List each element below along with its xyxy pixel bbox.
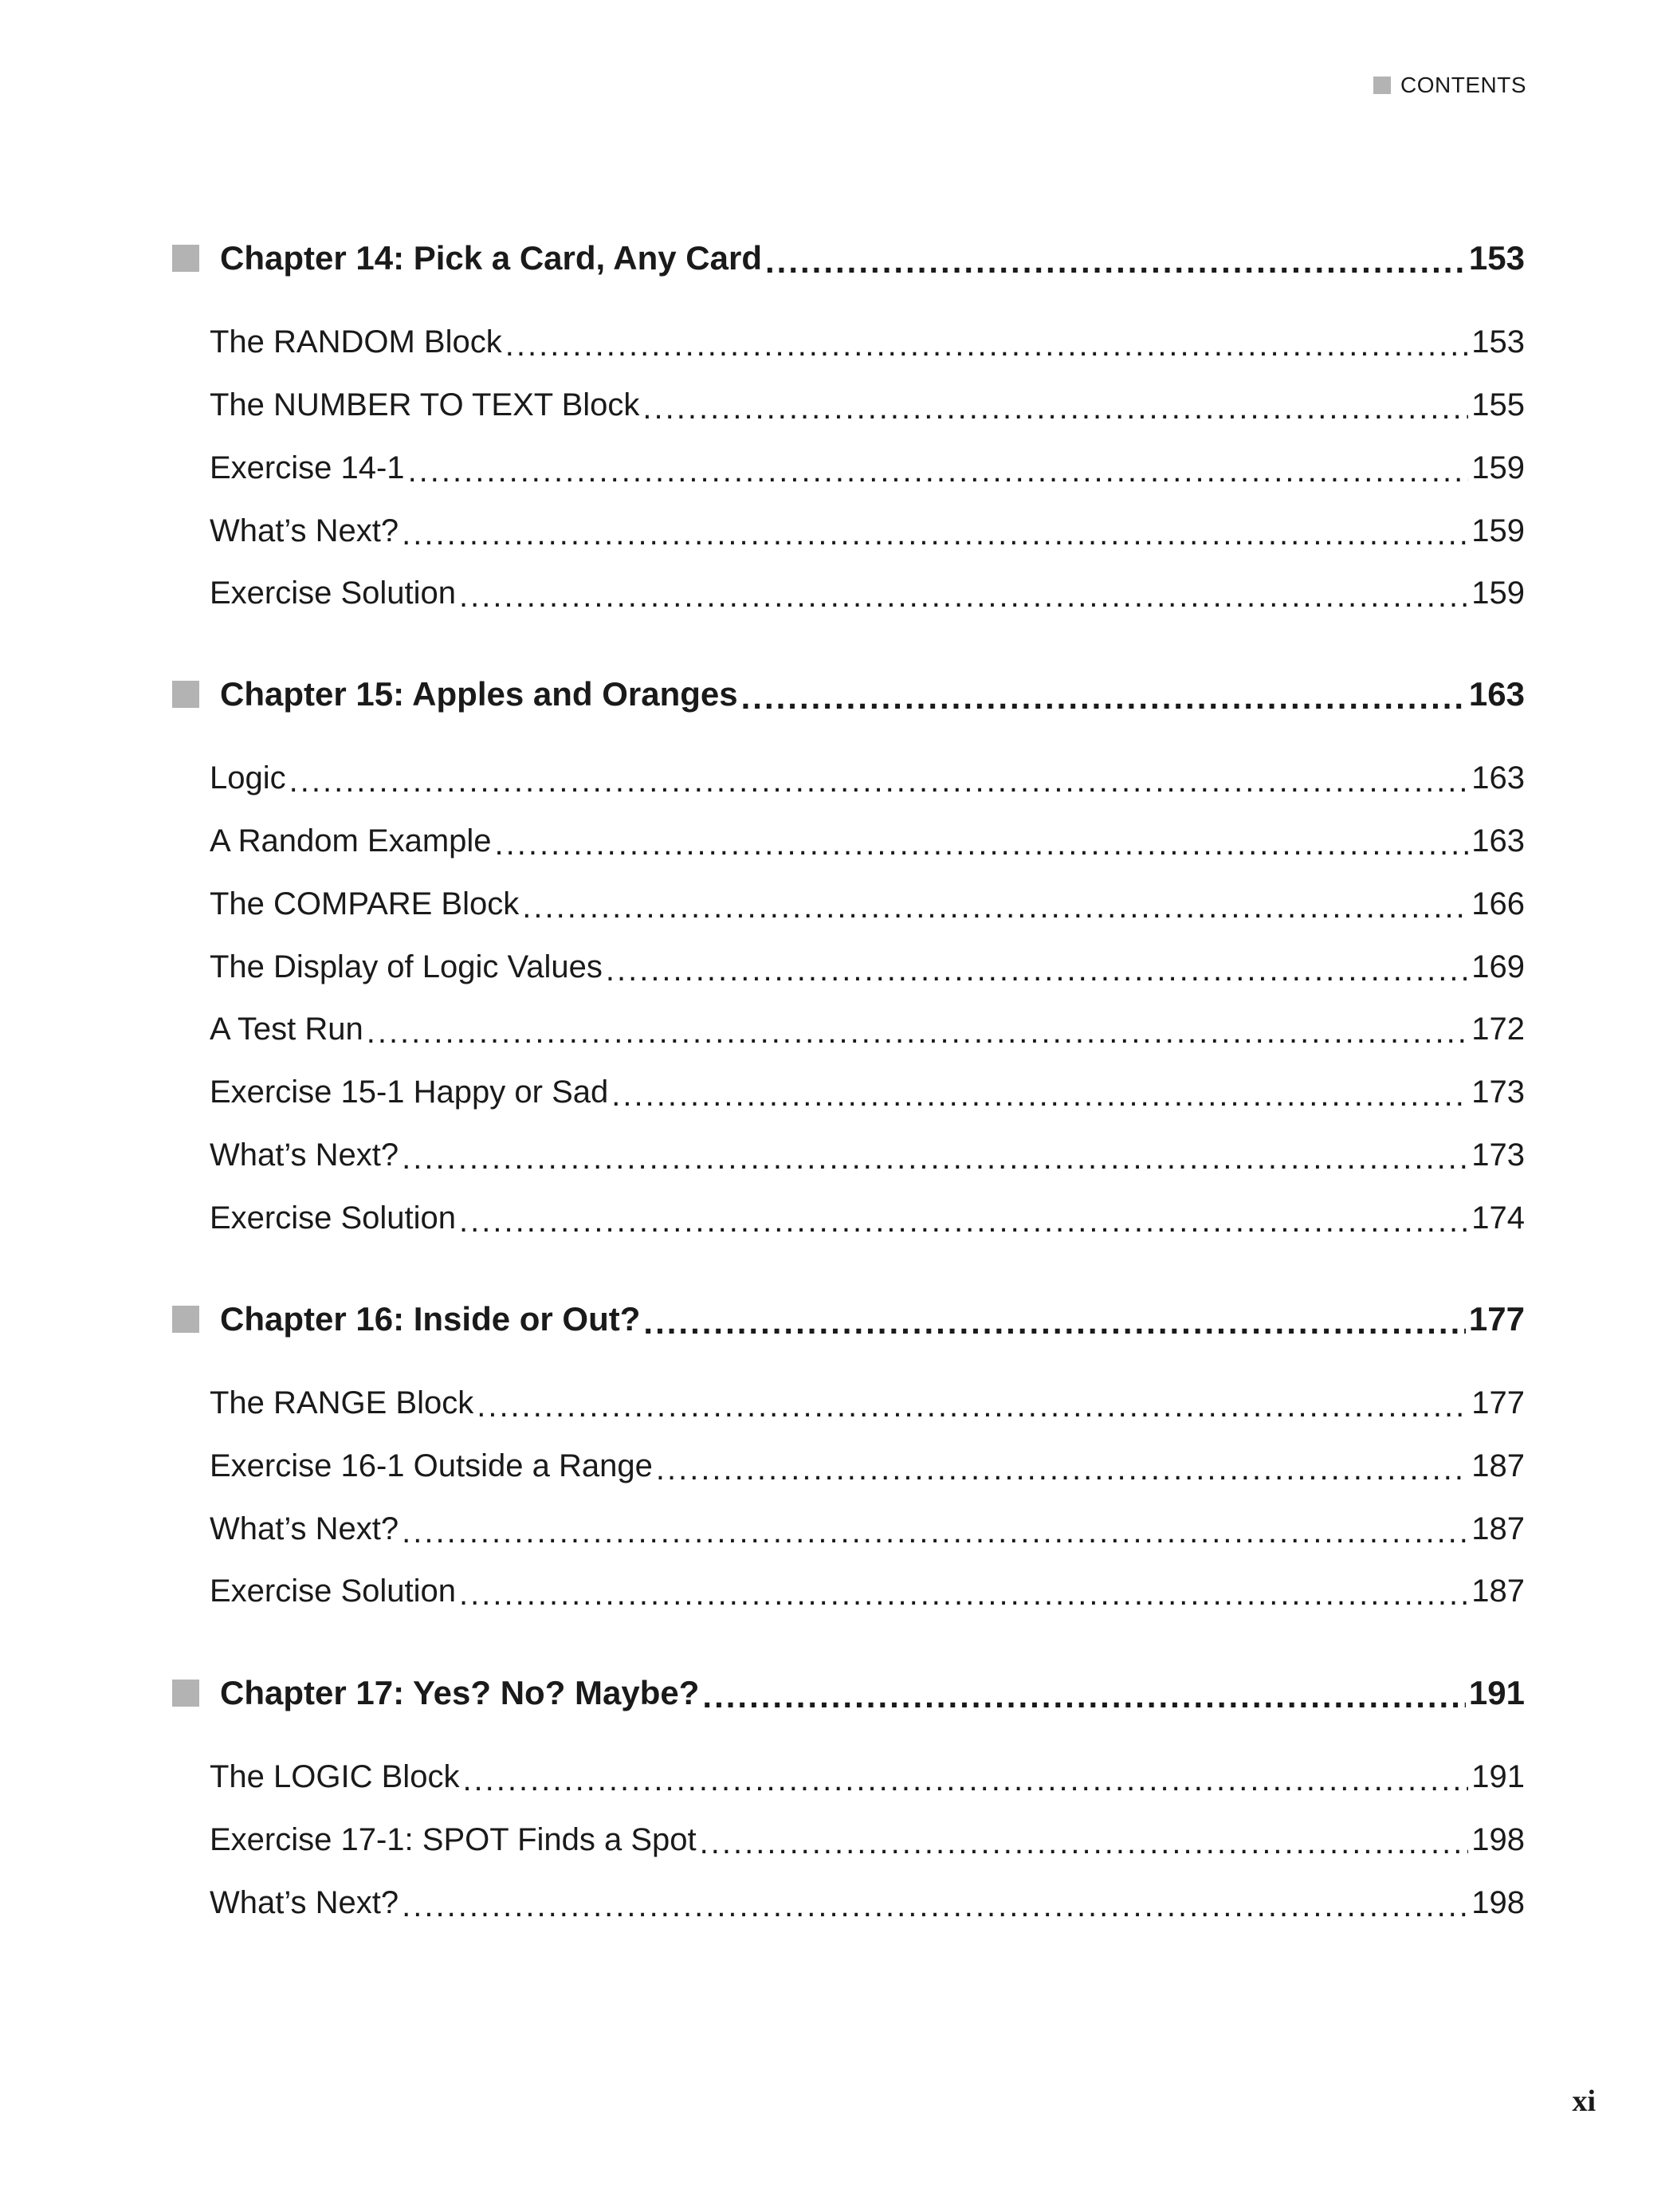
page-number: 173 <box>1471 1137 1525 1173</box>
page-number: 159 <box>1471 450 1525 485</box>
dot-leader <box>656 1452 1468 1487</box>
page-number: 198 <box>1471 1821 1525 1857</box>
entry-title: Logic <box>210 760 286 796</box>
page-number: 173 <box>1471 1074 1525 1110</box>
toc-entry[interactable] <box>210 754 1525 802</box>
entry-title: Exercise Solution <box>210 575 457 611</box>
entry-title: The NUMBER TO TEXT Block <box>210 387 640 422</box>
dot-leader <box>408 454 1469 489</box>
toc-entry[interactable] <box>210 1068 1525 1116</box>
toc-entry[interactable] <box>210 318 1525 366</box>
page-number: 172 <box>1471 1011 1525 1047</box>
toc-entry[interactable] <box>210 1131 1525 1179</box>
dot-leader <box>611 1078 1468 1114</box>
dot-leader <box>477 1389 1468 1424</box>
dot-leader <box>402 1515 1468 1550</box>
page-number: 177 <box>1468 1300 1525 1338</box>
entry-title: What’s Next? <box>210 513 399 548</box>
toc-chapter-heading[interactable] <box>172 1295 1525 1343</box>
toc-entry[interactable] <box>210 1816 1525 1864</box>
dot-leader <box>289 764 1469 800</box>
page-number: 191 <box>1468 1674 1525 1711</box>
toc-entry[interactable] <box>210 1442 1525 1490</box>
toc-entry[interactable] <box>210 444 1525 492</box>
page-number: 198 <box>1471 1884 1525 1920</box>
entry-title: A Test Run <box>210 1011 363 1047</box>
dot-leader <box>459 579 1468 615</box>
entry-title: Exercise 17-1: SPOT Finds a Spot <box>210 1821 697 1857</box>
entry-title: Exercise Solution <box>210 1573 457 1609</box>
toc-chapter-heading[interactable] <box>172 1669 1525 1717</box>
toc-entry[interactable] <box>210 943 1525 991</box>
toc-entry[interactable] <box>210 569 1525 617</box>
page-number: 166 <box>1471 886 1525 921</box>
dot-leader <box>402 1888 1468 1924</box>
toc-entry[interactable] <box>210 880 1525 928</box>
square-bullet-icon <box>172 245 199 272</box>
square-bullet-icon <box>172 1306 199 1333</box>
entry-title: The RANGE Block <box>210 1385 474 1420</box>
page-number: 159 <box>1471 575 1525 611</box>
dot-leader <box>462 1762 1468 1798</box>
square-bullet-icon <box>172 681 199 708</box>
toc-chapter-heading[interactable] <box>172 670 1525 718</box>
page-number: 163 <box>1471 760 1525 796</box>
dot-leader <box>505 328 1469 363</box>
page-number: 163 <box>1471 823 1525 858</box>
entry-title: Exercise Solution <box>210 1200 457 1236</box>
chapter-title: Chapter 15: Apples and Oranges <box>220 675 738 713</box>
dot-leader <box>606 953 1468 988</box>
chapter-title: Chapter 14: Pick a Card, Any Card <box>220 239 762 277</box>
toc-entry[interactable] <box>210 1379 1525 1427</box>
toc-entry[interactable] <box>210 1753 1525 1801</box>
entry-title: Exercise 16-1 Outside a Range <box>210 1448 653 1483</box>
dot-leader <box>702 1677 1466 1715</box>
entry-title: The RANDOM Block <box>210 324 502 359</box>
toc-entry[interactable] <box>210 1005 1525 1053</box>
square-bullet-icon <box>172 1680 199 1707</box>
chapter-title: Chapter 16: Inside or Out? <box>220 1300 641 1338</box>
toc-chapter-heading[interactable] <box>172 234 1525 282</box>
entry-title: What’s Next? <box>210 1137 399 1173</box>
toc-entry[interactable] <box>210 1505 1525 1553</box>
page-number: 169 <box>1471 949 1525 984</box>
dot-leader <box>765 242 1466 281</box>
dot-leader <box>522 890 1468 925</box>
running-head-label: CONTENTS <box>1400 73 1526 97</box>
dot-leader <box>642 391 1468 426</box>
page-number: 155 <box>1471 387 1525 422</box>
dot-leader <box>459 1204 1468 1240</box>
page-number: 163 <box>1468 675 1525 713</box>
page-number: 153 <box>1471 324 1525 359</box>
running-head <box>1373 73 1526 98</box>
chapter-title: Chapter 17: Yes? No? Maybe? <box>220 1674 700 1711</box>
toc-entry[interactable] <box>210 817 1525 865</box>
page-number: 177 <box>1471 1385 1525 1420</box>
toc-entry[interactable] <box>210 1194 1525 1242</box>
dot-leader <box>741 678 1466 717</box>
page-number: 187 <box>1471 1573 1525 1609</box>
square-bullet-icon <box>1373 77 1391 94</box>
toc-entry[interactable] <box>210 1879 1525 1927</box>
dot-leader <box>643 1303 1466 1342</box>
entry-title: A Random Example <box>210 823 492 858</box>
toc-entry[interactable] <box>210 1567 1525 1615</box>
page-number: 159 <box>1471 513 1525 548</box>
entry-title: Exercise 14-1 <box>210 450 405 485</box>
page-number: 187 <box>1471 1448 1525 1483</box>
entry-title: The COMPARE Block <box>210 886 520 921</box>
toc-entry[interactable] <box>210 381 1525 429</box>
entry-title: Exercise 15-1 Happy or Sad <box>210 1074 609 1110</box>
dot-leader <box>402 517 1468 552</box>
page-folio: xi <box>1572 2084 1596 2118</box>
dot-leader <box>402 1141 1468 1177</box>
dot-leader <box>367 1015 1469 1051</box>
dot-leader <box>495 827 1469 862</box>
entry-title: The LOGIC Block <box>210 1758 460 1794</box>
page-number: 191 <box>1471 1758 1525 1794</box>
entry-title: What’s Next? <box>210 1884 399 1920</box>
dot-leader <box>459 1577 1468 1613</box>
page-number: 174 <box>1471 1200 1525 1236</box>
dot-leader <box>700 1825 1469 1861</box>
page-number: 187 <box>1471 1511 1525 1546</box>
entry-title: What’s Next? <box>210 1511 399 1546</box>
page-number: 153 <box>1468 239 1525 277</box>
entry-title: The Display of Logic Values <box>210 949 603 984</box>
toc-entry[interactable] <box>210 507 1525 555</box>
